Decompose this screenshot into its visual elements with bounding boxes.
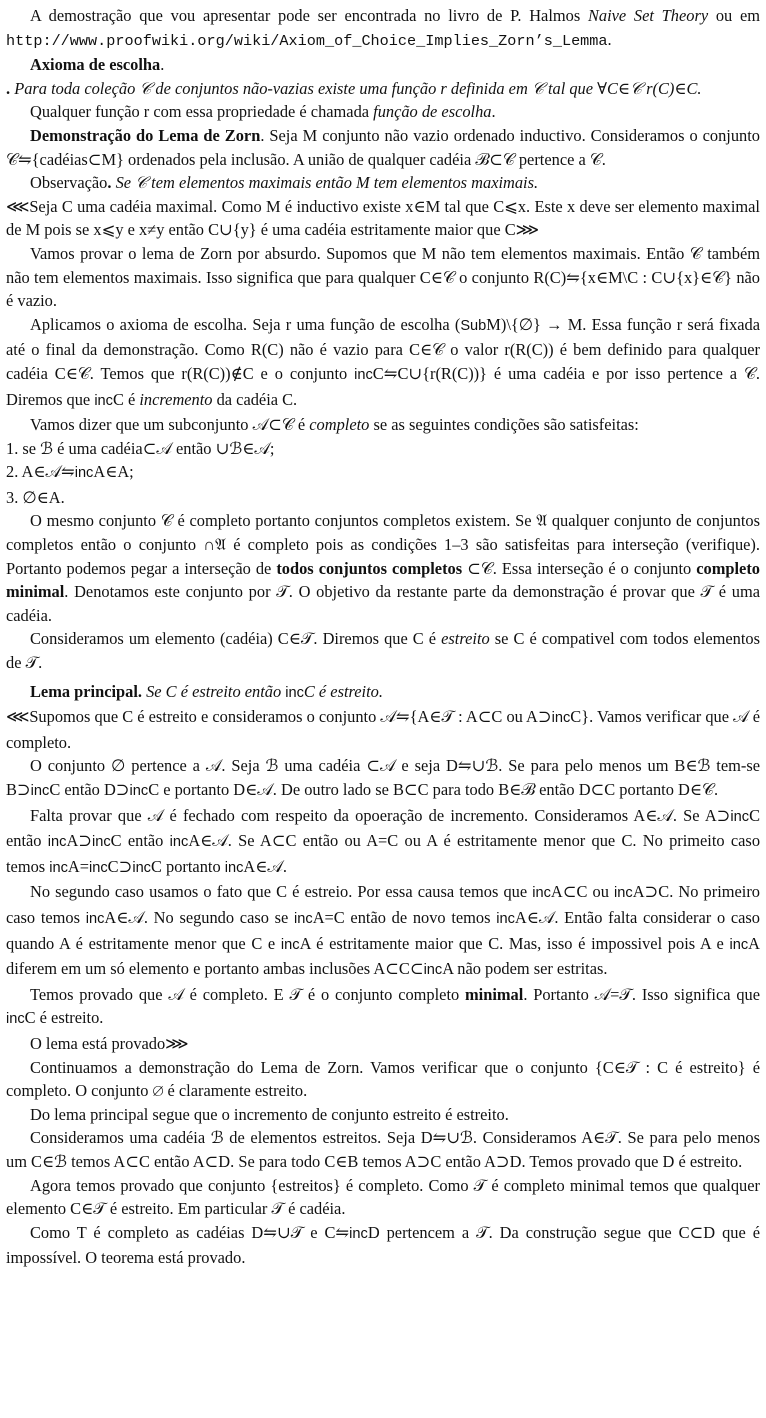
text-run: C então	[110, 831, 170, 851]
text-run: .	[107, 173, 116, 193]
text-run: inc	[496, 910, 515, 927]
paragraph	[6, 124, 760, 171]
text-run: ⋘Seja C uma cadéia maximal. Como M é inductivo existe x∈M tal que C⩽x. Este x deve ser elemento maximal de M pois se x⩽y e x≠y então C∪{y} é uma cadéia estritamente maior que C⋙	[6, 196, 760, 240]
text-run: Demonstração do Lema de Zorn	[30, 125, 261, 145]
text-run: Naive Set Theory	[587, 6, 709, 25]
text-run: Lema principal.	[30, 681, 143, 701]
paragraph	[6, 53, 760, 77]
text-run: .	[160, 55, 165, 75]
text-run: Qualquer função r com essa propriedade é chamada	[30, 102, 374, 122]
paragraph	[6, 1032, 760, 1056]
text-run: Agora temos provado que conjunto {estreitos} é completo. Como 𝒯 é completo minimal temos que qualquer elemento C∈𝒯 é estreito. Em particular 𝒯 é cadéia.	[6, 1175, 760, 1219]
text-run: C é estreito.	[24, 1008, 104, 1028]
paragraph	[6, 804, 760, 881]
text-run: Temos provado que 𝒜 é completo. E 𝒯 é o conjunto completo	[30, 984, 466, 1004]
paragraph	[6, 460, 760, 486]
text-run: A⊃	[66, 831, 93, 851]
paragraph	[6, 413, 760, 437]
text-run: inc	[6, 1011, 25, 1028]
paragraph	[6, 1103, 760, 1127]
paragraph	[6, 1126, 760, 1173]
text-run: Do lema principal segue que o incremento de conjunto estreito é estreito.	[30, 1104, 509, 1124]
text-run: todos conjuntos completos	[276, 558, 463, 578]
text-run: função de escolha	[373, 102, 492, 122]
text-run: se as seguintes condições são satisfeitas:	[369, 415, 639, 435]
text-run: da cadéia C.	[212, 389, 298, 409]
text-run: inc	[49, 859, 68, 876]
text-run: inc	[285, 684, 304, 701]
text-run: inc	[132, 859, 151, 876]
paragraph	[6, 486, 760, 510]
text-run: C então	[6, 805, 760, 851]
text-run: C⇋C∪{r(R(C))} é uma cadéia e por isso pertence a 𝒞. Diremos que	[6, 363, 760, 409]
text-run: completo	[309, 415, 370, 435]
text-run: . Portanto 𝒜=𝒯. Isso significa que	[523, 984, 761, 1004]
text-run: 3. ∅∈A.	[6, 487, 65, 507]
text-run: estreito	[441, 629, 490, 649]
text-run: Continuamos a demonstração do Lema de Zorn. Vamos verificar que o conjunto {C∈𝒯 : C é estreito} é completo. O conjunto ∅ é claramente estreito.	[6, 1057, 760, 1101]
paragraph	[6, 1221, 760, 1270]
paragraph	[6, 983, 760, 1032]
text-run: O mesmo conjunto 𝒞 é completo portanto conjuntos completos existem. Se 𝔄 qualquer conjunto de conjuntos completos então o conjunto ∩𝔄 é completo pois as condições 1–3 são satisfeitas para interseção (verifique). Portanto podemos pegar a interseção de	[6, 511, 760, 578]
text-run: Vamos provar o lema de Zorn por absurdo. Supomos que M não tem elementos maximais. Então 𝒞 também não tem elementos maximais. Isso significa que para qualquer C∈𝒞 o conjunto R(C)⇋{x∈M\C : C∪{x}∈𝒞} não é vazio.	[6, 243, 760, 311]
text-run: inc	[532, 885, 551, 902]
text-run: Sub	[460, 317, 487, 334]
text-run: C}. Vamos verificar que 𝒜 é completo.	[6, 707, 760, 752]
text-run: Vamos dizer que um subconjunto 𝒜⊂𝒞 é	[30, 415, 310, 435]
text-run: .	[607, 29, 612, 49]
text-run: inc	[349, 1225, 368, 1242]
paragraph	[6, 4, 760, 53]
text-run: inc	[47, 834, 67, 851]
text-run: incremento	[139, 389, 213, 409]
text-run: No segundo caso usamos o fato que C é estreio. Por essa causa temos que	[30, 882, 533, 902]
text-run: M)\{∅} → M. Essa função r será fixada até o final da demonstração. Como R(C) não é vazio para C∈𝒞 o valor r(R(C)) é bem definido para qualquer cadéia C∈𝒞. Temos que r(R(C))∉C e o conjunto	[6, 314, 761, 383]
paragraph	[6, 195, 760, 242]
paragraph	[6, 1174, 760, 1221]
text-run: inc	[729, 936, 749, 953]
text-run: inc	[169, 834, 189, 851]
text-run: Aplicamos o axioma de escolha. Seja r uma função de escolha (	[30, 314, 461, 334]
text-run: inc	[280, 936, 300, 953]
text-run: C⊃	[107, 856, 133, 876]
text-run: inc	[294, 910, 313, 927]
text-run: A∈𝒜. No segundo caso se	[104, 907, 295, 927]
text-run: D pertencem a 𝒯. Da construção segue que C⊂D que é impossível. O teorema está provado.	[6, 1222, 760, 1268]
text-run: ou em	[708, 6, 760, 25]
paragraph	[6, 509, 760, 627]
text-run: inc	[30, 783, 50, 799]
paragraph	[6, 313, 760, 413]
text-run: inc	[730, 808, 750, 825]
text-run: inc	[94, 392, 113, 409]
text-run: C é	[112, 389, 140, 409]
text-run: C então D⊃	[49, 780, 130, 799]
text-run: minimal	[465, 984, 524, 1004]
text-run: A diferem em um só elemento e portanto ambas inclusões A⊂C⊂	[6, 933, 760, 979]
paragraph	[6, 627, 760, 674]
text-run: A∈𝒜. Se A⊂C então ou A=C ou A é estritamente menor que C. No primeito caso temos	[6, 831, 761, 876]
paragraph	[6, 242, 760, 313]
text-run: inc	[551, 710, 571, 727]
text-run: inc	[423, 962, 443, 979]
text-run: C portanto	[150, 856, 225, 876]
text-run: inc	[614, 885, 633, 902]
text-run: . Seja M conjunto não vazio ordenado inductivo. Consideramos o conjunto 𝒞⇋{cadéias⊂M} ordenados pela inclusão. A união de qualquer cadéia ℬ⊂𝒞 pertence a 𝒞.	[6, 125, 761, 169]
text-run: inc	[92, 834, 111, 851]
text-run: C é estreito.	[303, 681, 383, 701]
text-run: Para toda coleção 𝒞 de conjuntos não-vazias existe uma função r definida em 𝒞 tal que ∀C∈𝒞 r(C)∈C.	[14, 78, 702, 98]
text-run: C e portanto D∈𝒜. De outro lado se B⊂C para todo B∈ℬ então D⊂C portanto D∈𝒞.	[148, 780, 719, 799]
text-run: Observação	[30, 173, 108, 193]
text-run: Axioma de escolha	[30, 55, 161, 75]
text-run: A∈𝒜.	[243, 856, 287, 876]
paragraph	[6, 1056, 760, 1103]
text-run: completo minimal	[6, 558, 760, 602]
text-run: . Denotamos este conjunto por 𝒯. O objetivo da restante parte da demonstração é provar que 𝒯 é uma cadéia.	[6, 582, 760, 625]
text-run: http://www.proofwiki.org/wiki/Axiom_of_Choice_Implies_Zorn’s_Lemma	[6, 31, 608, 50]
text-run: inc	[224, 859, 244, 876]
text-run: A⊃C. No primeiro caso temos	[6, 882, 760, 927]
text-run: .	[491, 102, 496, 122]
text-run: inc	[85, 910, 105, 927]
text-run: inc	[89, 859, 108, 876]
text-run: A=	[67, 856, 89, 876]
text-run: se C é compativel com todos elementos de 𝒯.	[6, 629, 760, 673]
text-run: inc	[129, 783, 149, 799]
text-run: O lema está provado⋙	[30, 1033, 189, 1053]
text-run: A∈𝒜. Então falta considerar o caso quando A é estritamente menor que C e	[6, 907, 760, 953]
text-run: A=C então de novo temos	[312, 907, 497, 927]
paragraph	[6, 754, 760, 803]
paragraph	[6, 437, 760, 461]
paragraph	[6, 77, 760, 101]
text-run: ⊂𝒞. Essa interseção é o conjunto	[462, 558, 697, 578]
text-run: A demostração que vou apresentar pode ser encontrada no livro de P. Halmos	[30, 6, 588, 25]
text-run: inc	[74, 465, 94, 482]
text-run: Como T é completo as cadéias D⇋∪𝒯 e C⇋	[30, 1222, 350, 1242]
text-run: Consideramos um elemento (cadéia) C∈𝒯. Diremos que C é	[30, 629, 442, 649]
text-run: Se 𝒞 tem elementos maximais então M tem elementos maximais.	[115, 173, 539, 193]
text-run: A∈A;	[93, 462, 134, 482]
text-run: 2. A∈𝒜⇋	[6, 462, 75, 482]
text-run: A não podem ser estritas.	[442, 959, 608, 979]
paragraph	[6, 171, 760, 195]
text-run: .	[6, 78, 15, 98]
text-run: 1. se ℬ é uma cadéia⊂𝒜 então ∪ℬ∈𝒜;	[6, 438, 275, 458]
text-run: inc	[354, 366, 373, 383]
paragraph	[6, 100, 760, 124]
paragraph	[6, 680, 760, 706]
text-run: Consideramos uma cadéia ℬ de elementos estreitos. Seja D⇋∪ℬ. Consideramos A∈𝒯. Se para pelo menos um C∈ℬ temos A⊂C então A⊂D. Se para todo C∈B temos A⊃C então A⊃D. Temos provado que D é estreito.	[6, 1128, 760, 1171]
text-run: Se C é estreito então	[142, 681, 286, 701]
paragraph	[6, 705, 760, 754]
text-run: ⋘Supomos que C é estreito e consideramos o conjunto 𝒜⇋{A∈𝒯 : A⊂C ou A⊃	[6, 707, 552, 727]
text-run: Falta provar que 𝒜 é fechado com respeito da opoeração de incremento. Consideramos A∈𝒜. Se A⊃	[30, 805, 731, 825]
text-run: O conjunto ∅ pertence a 𝒜. Seja ℬ uma cadéia ⊂𝒜 e seja D⇋∪ℬ. Se para pelo menos um B∈ℬ tem-se B⊃	[6, 756, 760, 799]
text-run: A é estritamente maior que C. Mas, isso é impossivel pois A e	[299, 933, 730, 953]
paragraph	[6, 880, 760, 982]
text-run: A⊂C ou	[550, 882, 615, 902]
